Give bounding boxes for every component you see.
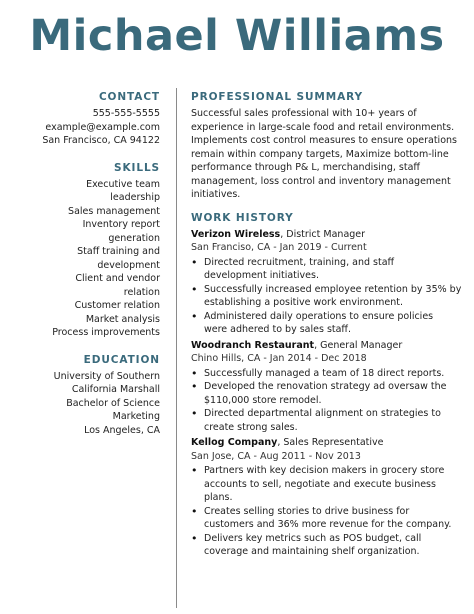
bullet-line: plans. [204, 492, 233, 503]
skills-heading: SKILLS [114, 161, 160, 174]
candidate-name: Michael Williams [29, 11, 445, 61]
job-company: Woodranch Restaurant [191, 339, 315, 351]
skills-line: relation [123, 286, 160, 298]
contact-phone: 555-555-5555 [92, 108, 160, 119]
job-bullets [191, 367, 447, 435]
education-heading: EDUCATION [83, 353, 160, 366]
job-bullet [202, 407, 443, 434]
bullet-line: were adhered to by sales staff. [204, 324, 351, 335]
job-entry [191, 339, 447, 435]
skills-line: leadership [110, 192, 160, 203]
job-bullet [202, 505, 452, 532]
bullet-line: accounts to sell, negotiate and execute business [204, 478, 436, 490]
job-title [191, 339, 443, 353]
bullet-line: • Directed recruitment, training, and staff [204, 256, 395, 268]
job-bullet [202, 256, 443, 283]
job-bullet [202, 283, 462, 310]
education-line: Los Angeles, CA [84, 424, 160, 436]
bullet-line: development initiatives. [204, 270, 319, 281]
summary-line: initiatives. [191, 189, 241, 200]
skills-line: Sales management [68, 205, 160, 217]
summary-line: Implements cost control measures to ensure operations [191, 135, 457, 146]
contact-heading: CONTACT [98, 91, 160, 103]
education-line: California Marshall [71, 384, 160, 395]
summary-line: remain within company targets, Maximize bottom-line [191, 148, 449, 160]
bullet-line: create strong sales. [204, 421, 298, 433]
education-line: Bachelor of Science [66, 397, 160, 409]
job-meta: Chino Hills, CA - Jan 2014 - Dec 2018 [191, 353, 367, 364]
job-company: Kellog Company [191, 437, 278, 448]
skills-line: Staff training and [77, 246, 160, 257]
summary-line: performance through P& L, merchandising, staff [191, 162, 420, 173]
summary-line: management, loss control and inventory management [191, 175, 451, 187]
job-meta: San Jose, CA - Aug 2011 - Nov 2013 [191, 450, 361, 462]
left-column [40, 90, 160, 437]
skills-line: Client and vendor [75, 273, 160, 284]
bullet-line: establishing a positive work environment. [204, 297, 403, 308]
job-entry [191, 436, 452, 559]
job-role: , General Manager [314, 339, 403, 351]
skills-line: development [97, 259, 160, 271]
job-title [191, 228, 443, 242]
contact-location: San Francisco, CA 94122 [42, 135, 160, 146]
skills-line: generation [108, 232, 160, 244]
skills-line: Inventory report [82, 219, 160, 230]
bullet-line: • Administered daily operations to ensure policies [204, 310, 434, 322]
summary-line: Successful sales professional with 10+ years of [191, 108, 417, 119]
education-line: Marketing [112, 411, 160, 422]
job-role: , District Manager [280, 228, 366, 240]
summary-line: experience in large-scale food and retail environments. [191, 121, 455, 133]
contact-email: example@example.com [45, 121, 160, 133]
bullet-line: • Directed departmental alignment on strategies to [204, 408, 441, 419]
skills-line: Customer relation [74, 300, 160, 311]
job-title [191, 436, 443, 450]
right-column [191, 90, 462, 561]
bullet-line: coverage and maintaining shelf organization. [204, 546, 420, 557]
summary-text [191, 107, 457, 202]
skills-line: Process improvements [52, 327, 160, 338]
skills-line: Market analysis [85, 313, 160, 325]
bullet-line: $110,000 store remodel. [204, 394, 322, 406]
job-bullets [191, 256, 462, 337]
job-entry [191, 228, 462, 337]
job-bullet [202, 310, 443, 337]
bullet-line: • Partners with key decision makers in grocery store [204, 465, 445, 476]
bullet-line: • Creates selling stories to drive business for [204, 505, 410, 517]
bullet-line: • Successfully managed a team of 18 direct reports. [204, 367, 445, 379]
job-bullet [202, 532, 443, 559]
bullet-line: • Developed the renovation strategy ad oversaw the [204, 381, 447, 392]
summary-heading: PROFESSIONAL SUMMARY [191, 91, 364, 103]
bullet-line: • Delivers key metrics such as POS budget, call [204, 532, 422, 544]
job-company: Verizon Wireless [191, 228, 281, 240]
job-bullet [202, 464, 443, 505]
job-bullet [202, 367, 443, 381]
job-role: , Sales Representative [277, 437, 384, 448]
bullet-line: customers and 36% more revenue for the company. [204, 519, 452, 530]
skills-line: Executive team [86, 178, 160, 190]
job-bullet [202, 380, 447, 407]
job-meta: San Franciso, CA - Jan 2019 - Current [191, 242, 367, 253]
bullet-line: • Successfully increased employee retention by 35% by [204, 283, 462, 295]
work-history-heading: WORK HISTORY [191, 211, 294, 224]
job-bullets [191, 464, 452, 559]
education-line: University of Southern [53, 370, 160, 382]
column-divider [176, 88, 177, 608]
